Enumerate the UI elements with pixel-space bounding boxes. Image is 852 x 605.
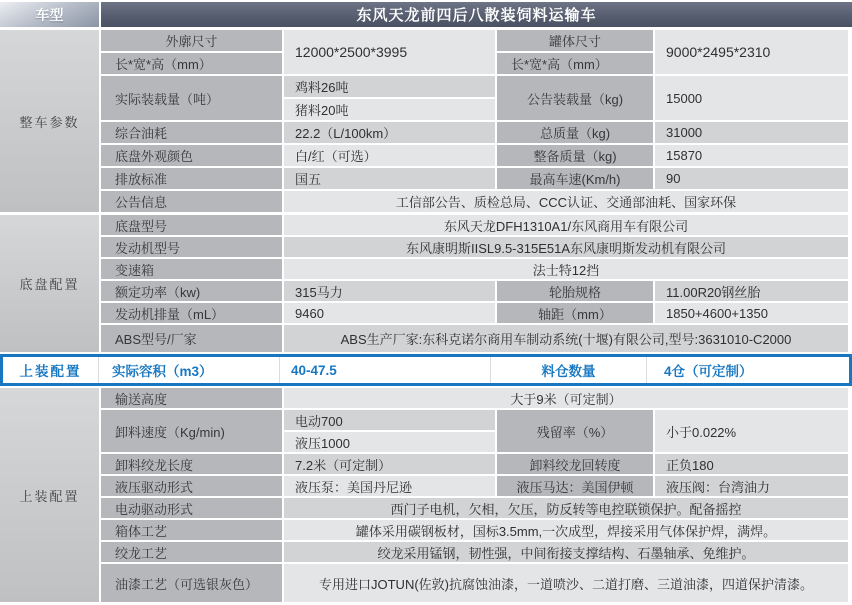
engine-model-value: 东风康明斯IISL9.5-315E51A东风康明斯发动机有限公司 — [284, 237, 848, 257]
engine-model-label: 发动机型号 — [101, 237, 282, 257]
rated-power-label: 额定功率（kw) — [101, 281, 282, 301]
bins-label: 料仓数量 — [491, 357, 647, 383]
max-speed-value: 90 — [655, 168, 848, 189]
tank-dim-value: 9000*2495*2310 — [655, 30, 848, 74]
curb-mass-value: 15870 — [655, 145, 848, 166]
auger-length-label: 卸料绞龙长度 — [101, 454, 282, 474]
outline-dim-value: 12000*2500*3995 — [284, 30, 495, 74]
emission-label: 排放标准 — [101, 168, 282, 189]
gearbox-value: 法士特12挡 — [284, 259, 848, 279]
auger-rotation-label: 卸料绞龙回转度 — [497, 454, 653, 474]
abs-label: ABS型号/厂家 — [101, 325, 282, 352]
section-label-vehicle-params: 整车参数 — [0, 30, 99, 212]
announcement-value: 工信部公告、质检总局、CCC认证、交通部油耗、国家环保 — [284, 191, 848, 212]
tire-spec-value: 11.00R20钢丝胎 — [655, 281, 848, 301]
chassis-model-label: 底盘型号 — [101, 215, 282, 235]
chassis-model-value: 东风天龙DFH1310A1/东风商用车有限公司 — [284, 215, 848, 235]
abs-value: ABS生产厂家:东科克诺尔商用车制动系统(十堰)有限公司,型号:3631010-C2000 — [284, 325, 848, 352]
section-label-body-config: 上装配置 — [0, 388, 99, 602]
hydraulic-pump-value: 液压泵：美国丹尼逊 — [284, 476, 495, 496]
unload-speed-label: 卸料速度（Kg/min) — [101, 410, 282, 452]
actual-load-pig-value: 猪料20吨 — [284, 99, 495, 120]
highlight-row-capacity — [0, 354, 852, 386]
paint-craft-label: 油漆工艺（可选银灰色） — [101, 564, 282, 602]
convey-height-label: 输送高度 — [101, 388, 282, 408]
section-body-config — [0, 388, 852, 602]
gross-mass-value: 31000 — [655, 122, 848, 143]
emission-value: 国五 — [284, 168, 495, 189]
outline-dim-header: 外廓尺寸 — [101, 30, 282, 51]
chassis-color-value: 白/红（可选） — [284, 145, 495, 166]
tank-dim-header: 罐体尺寸 — [497, 30, 653, 51]
unload-speed-hydraulic-value: 液压1000 — [284, 432, 495, 452]
paint-craft-value: 专用进口JOTUN(佐敦)抗腐蚀油漆，一道喷沙、二道打磨、三道油漆，四道保护清漆。 — [284, 564, 848, 602]
bins-value: 4仓（可定制） — [647, 357, 849, 383]
displacement-label: 发动机排量（mL） — [101, 303, 282, 323]
volume-value: 40-47.5 — [280, 357, 491, 383]
rated-power-value: 315马力 — [284, 281, 495, 301]
chassis-color-label: 底盘外观颜色 — [101, 145, 282, 166]
hydraulic-drive-label: 液压驱动形式 — [101, 476, 282, 496]
section-vehicle-params — [0, 30, 852, 212]
actual-load-label: 实际装载量（吨） — [101, 76, 282, 120]
box-craft-value: 罐体采用碳钢板材，国标3.5mm,一次成型，焊接采用气体保护焊，满焊。 — [284, 520, 848, 540]
displacement-value: 9460 — [284, 303, 495, 323]
announced-load-value: 15000 — [655, 76, 848, 120]
actual-load-chicken-value: 鸡料26吨 — [284, 76, 495, 97]
unload-speed-electric-value: 电动700 — [284, 410, 495, 430]
curb-mass-label: 整备质量（kg) — [497, 145, 653, 166]
hydraulic-motor-value: 液压马达：美国伊顿 — [497, 476, 653, 496]
auger-rotation-value: 正负180 — [655, 454, 848, 474]
section-chassis-config — [0, 215, 852, 352]
announced-load-label: 公告装载量（kg) — [497, 76, 653, 120]
auger-craft-label: 绞龙工艺 — [101, 542, 282, 562]
convey-height-value: 大于9米（可定制） — [284, 388, 848, 408]
page-title: 东风天龙前四后八散装饲料运输车 — [101, 2, 852, 27]
hydraulic-valve-value: 液压阀：台湾油力 — [655, 476, 848, 496]
header-row — [0, 2, 852, 27]
auger-length-value: 7.2米（可定制） — [284, 454, 495, 474]
auger-craft-value: 绞龙采用锰钢，韧性强，中间衔接支撑结构、石墨轴承、免维护。 — [284, 542, 848, 562]
residual-rate-value: 小于0.022% — [655, 410, 848, 452]
outline-lwh-label: 长*宽*高（mm） — [101, 53, 282, 74]
electric-drive-label: 电动驱动形式 — [101, 498, 282, 518]
section-label-chassis-config: 底盘配置 — [0, 215, 99, 352]
announcement-label: 公告信息 — [101, 191, 282, 212]
wheelbase-label: 轴距（mm） — [497, 303, 653, 323]
wheelbase-value: 1850+4600+1350 — [655, 303, 848, 323]
residual-rate-label: 残留率（%） — [497, 410, 653, 452]
box-craft-label: 箱体工艺 — [101, 520, 282, 540]
fuel-label: 综合油耗 — [101, 122, 282, 143]
model-header-cell: 车型 — [0, 2, 99, 27]
tire-spec-label: 轮胎规格 — [497, 281, 653, 301]
gearbox-label: 变速箱 — [101, 259, 282, 279]
volume-label: 实际容积（m3） — [99, 357, 280, 383]
gross-mass-label: 总质量（kg) — [497, 122, 653, 143]
tank-lwh-label: 长*宽*高（mm） — [497, 53, 653, 74]
electric-drive-value: 西门子电机，欠相，欠压，防反转等电控联锁保护。配备摇控 — [284, 498, 848, 518]
section-label-highlight: 上装配置 — [3, 357, 99, 383]
max-speed-label: 最高车速(Km/h) — [497, 168, 653, 189]
fuel-value: 22.2（L/100km） — [284, 122, 495, 143]
